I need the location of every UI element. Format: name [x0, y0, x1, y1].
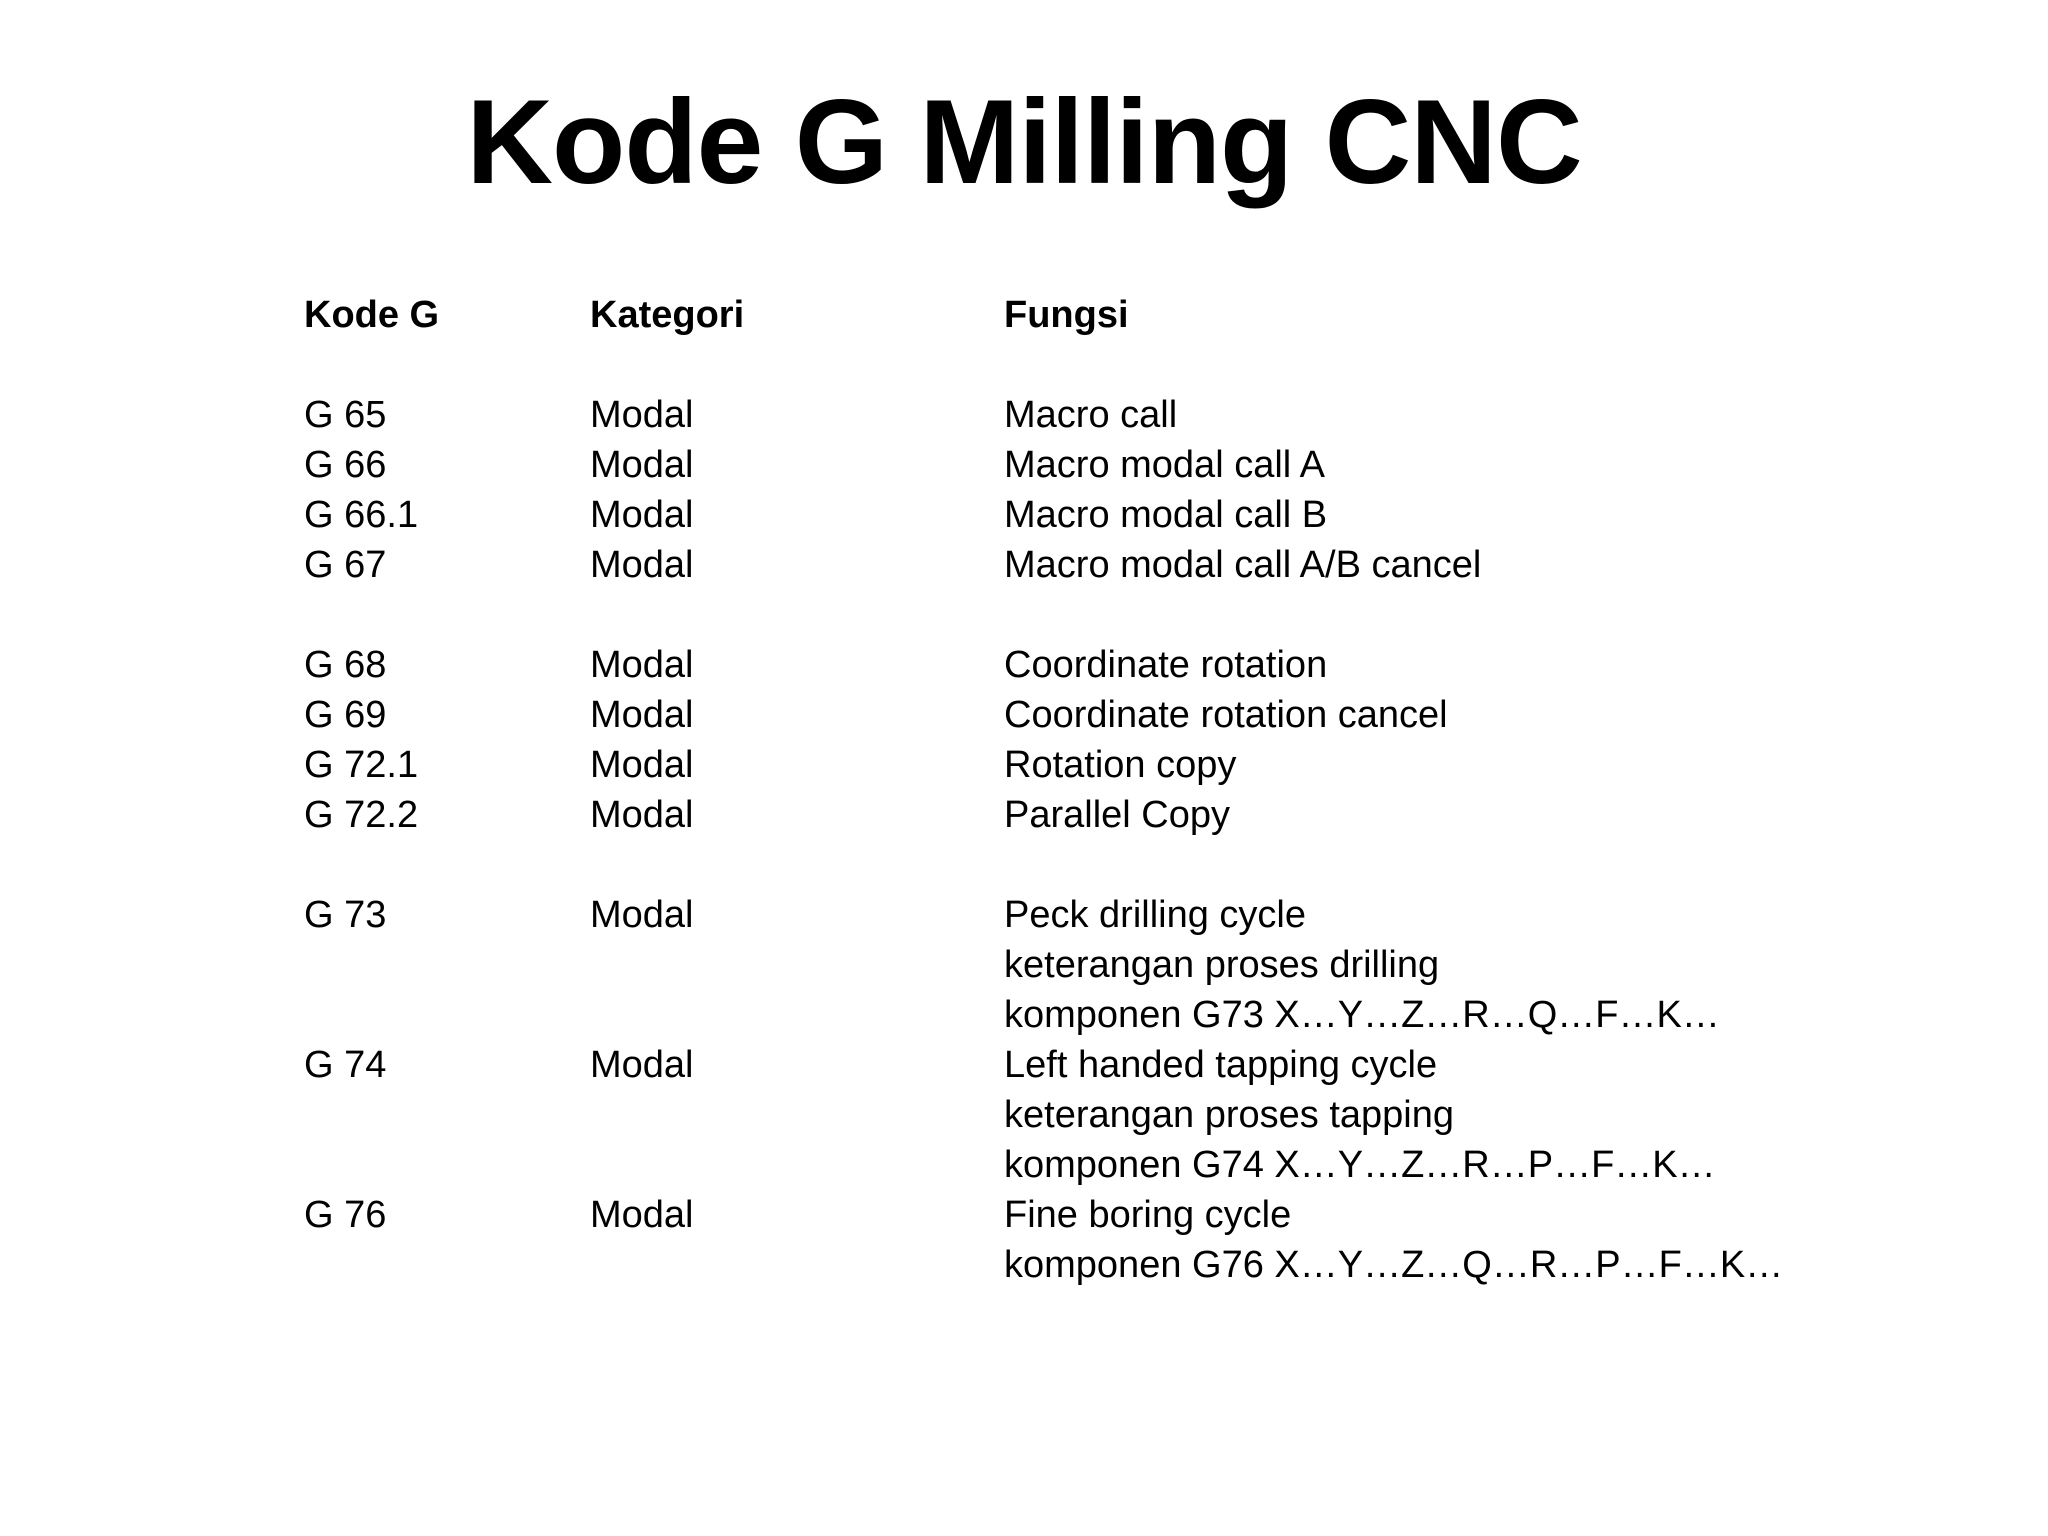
- row-function: keterangan proses tapping: [1004, 1094, 1454, 1136]
- row-function: Rotation copy: [1004, 744, 1237, 786]
- row-category: Modal: [590, 394, 694, 436]
- table-row: [304, 740, 1764, 790]
- row-category: Modal: [590, 494, 694, 536]
- table-row: [304, 790, 1764, 840]
- table-row: [304, 540, 1764, 590]
- table-row: [304, 690, 1764, 740]
- slide-title: Kode G Milling CNC: [466, 75, 1582, 209]
- table-header: [304, 290, 1764, 340]
- row-function: Peck drilling cycle: [1004, 894, 1306, 936]
- row-spacer: [304, 590, 1764, 640]
- table-row: [304, 1240, 1784, 1290]
- row-function: Fine boring cycle: [1004, 1194, 1292, 1236]
- row-function: keterangan proses drilling: [1004, 944, 1440, 986]
- row-function: Macro modal call A: [1004, 444, 1326, 486]
- row-code: G 66: [304, 444, 387, 486]
- row-category: Modal: [590, 1194, 694, 1236]
- header-code: Kode G: [304, 294, 440, 336]
- row-code: G 66.1: [304, 494, 419, 536]
- row-function: Macro modal call B: [1004, 494, 1328, 536]
- table-row: [304, 1140, 1764, 1190]
- row-function: Left handed tapping cycle: [1004, 1044, 1438, 1086]
- table-row: [304, 390, 1764, 440]
- row-category: Modal: [590, 744, 694, 786]
- row-spacer: [304, 840, 1764, 890]
- row-function: Parallel Copy: [1004, 794, 1230, 836]
- row-category: Modal: [590, 444, 694, 486]
- row-spacer: [304, 340, 1764, 390]
- header-function: Fungsi: [1004, 294, 1129, 336]
- header-category: Kategori: [590, 294, 745, 336]
- row-code: G 69: [304, 694, 387, 736]
- g-code-table: [304, 290, 1784, 1290]
- row-category: Modal: [590, 644, 694, 686]
- table-row: [304, 1090, 1764, 1140]
- table-row: [304, 640, 1764, 690]
- table-row: [304, 1040, 1764, 1090]
- row-code: G 74: [304, 1044, 387, 1086]
- table-row: [304, 890, 1764, 940]
- row-function: Coordinate rotation: [1004, 644, 1328, 686]
- row-code: G 76: [304, 1194, 387, 1236]
- row-category: Modal: [590, 694, 694, 736]
- row-function: Coordinate rotation cancel: [1004, 694, 1448, 736]
- row-function: Macro modal call A/B cancel: [1004, 544, 1482, 586]
- table-row: [304, 440, 1764, 490]
- row-function: komponen G76 X…Y…Z…Q…R…P…F…K…: [1004, 1244, 1784, 1286]
- row-code: G 72.2: [304, 794, 419, 836]
- row-function: komponen G73 X…Y…Z…R…Q…F…K…: [1004, 994, 1720, 1036]
- table-row: [304, 1190, 1764, 1240]
- row-code: G 68: [304, 644, 387, 686]
- row-code: G 72.1: [304, 744, 419, 786]
- row-function: Macro call: [1004, 394, 1178, 436]
- row-category: Modal: [590, 894, 694, 936]
- row-function: komponen G74 X…Y…Z…R…P…F…K…: [1004, 1144, 1716, 1186]
- row-code: G 73: [304, 894, 387, 936]
- table-row: [304, 990, 1764, 1040]
- row-category: Modal: [590, 1044, 694, 1086]
- row-code: G 65: [304, 394, 387, 436]
- table-row: [304, 940, 1764, 990]
- row-category: Modal: [590, 544, 694, 586]
- table-row: [304, 490, 1764, 540]
- row-code: G 67: [304, 544, 387, 586]
- row-category: Modal: [590, 794, 694, 836]
